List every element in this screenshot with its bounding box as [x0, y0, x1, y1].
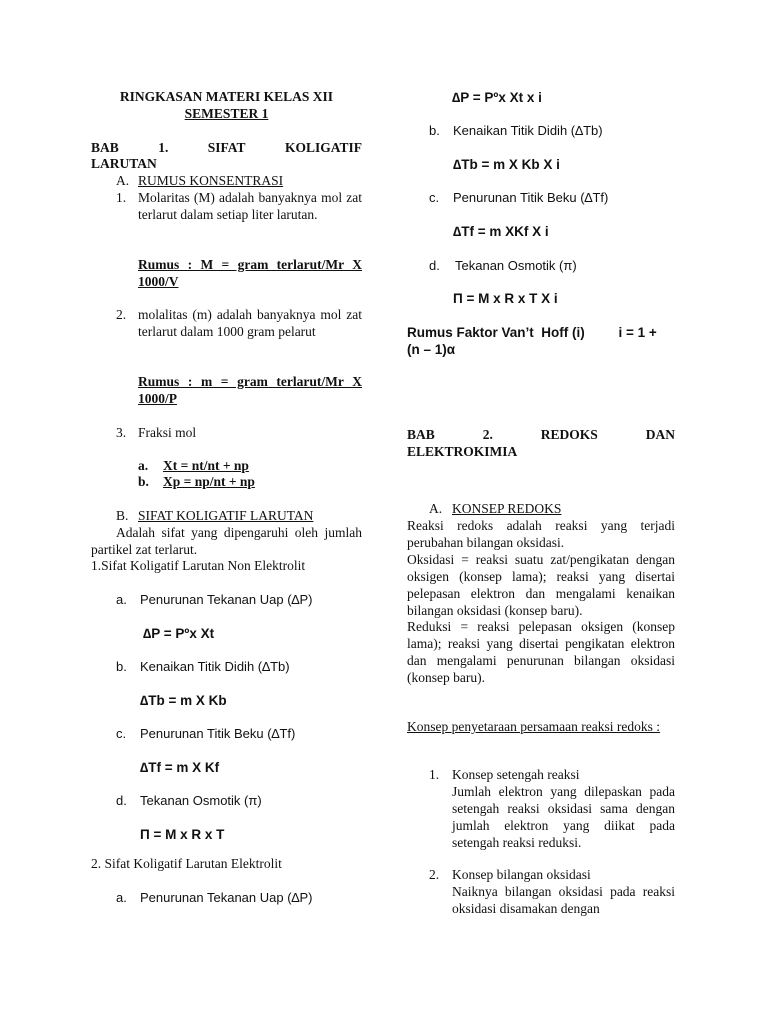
sec-b-title: SIFAT KOLIGATIF LARUTAN	[138, 508, 314, 523]
penyetaraan-heading: Konsep penyetaraan persamaan reaksi redoks :	[407, 719, 661, 734]
item3-a-formula: Xt = nt/nt + np	[163, 458, 249, 473]
item3-b-formula: Xp = np/nt + np	[163, 474, 255, 489]
item2-number: 2.	[116, 307, 127, 322]
el-c-marker: c.	[429, 190, 440, 205]
el-a-formula: ∆P = Pºx Xt x i	[452, 90, 542, 105]
bab1-heading-line2: LARUTAN	[91, 156, 157, 171]
ne-b-formula: ∆Tb = m X Kb	[140, 693, 227, 708]
ne-d-marker: d.	[116, 793, 127, 808]
ne-d-text: Tekanan Osmotik (π)	[140, 793, 262, 808]
el-a-marker: a.	[116, 890, 127, 905]
k1-number: 1.	[429, 767, 440, 782]
el-d-marker: d.	[429, 258, 440, 273]
item1-formula: Rumus : M = gram terlarut/Mr X 1000/V	[138, 257, 362, 289]
oksidasi-definition: Oksidasi = reaksi suatu zat/pengikatan dengan oksigen (konsep lama); reaksi yang disertai pelepasan elektron dan mengalami kenaikan bilangan oksidasi (konsep baru).	[407, 552, 675, 618]
ne-c-marker: c.	[116, 726, 127, 741]
vanthoff-line-1: Rumus Faktor Van’t Hoff (i) i = 1 +	[407, 325, 657, 340]
reduksi-definition: Reduksi = reaksi pelepasan oksigen (konsep lama); reaksi yang disertai pengikatan elektron dan mengalami penurunan bilangan oksidasi (konsep baru).	[407, 619, 675, 685]
item3-a-marker: a.	[138, 458, 149, 473]
sec-a2-title: KONSEP REDOKS	[452, 501, 562, 516]
bab2-heading-line2: ELEKTROKIMIA	[407, 444, 518, 459]
sec-a-title: RUMUS KONSENTRASI	[138, 173, 284, 188]
item2-formula: Rumus : m = gram terlarut/Mr X 1000/P	[138, 374, 362, 406]
sec-a-marker: A.	[116, 173, 130, 188]
ne-b-marker: b.	[116, 659, 127, 674]
el-c-formula: ∆Tf = m XKf X i	[453, 224, 549, 239]
sec-b-text: Adalah sifat yang dipengaruhi oleh jumlah partikel zat terlarut.	[91, 525, 362, 557]
el-b-text: Kenaikan Titik Didih (∆Tb)	[453, 123, 603, 138]
bab1-heading: BAB 1. SIFAT KOLIGATIF	[91, 140, 362, 155]
ne-d-formula: Π = M x R x T	[140, 827, 225, 842]
item3-number: 3.	[116, 425, 127, 440]
elektrolit-heading: 2. Sifat Koligatif Larutan Elektrolit	[91, 856, 282, 871]
k2-title: Konsep bilangan oksidasi	[452, 867, 591, 882]
k2-number: 2.	[429, 867, 440, 882]
item1-number: 1.	[116, 190, 127, 205]
title-line-1: RINGKASAN MATERI KELAS XII	[119, 89, 334, 104]
vanthoff-line-2: (n – 1)α	[407, 342, 456, 357]
el-a-text: Penurunan Tekanan Uap (∆P)	[140, 890, 313, 905]
k1-title: Konsep setengah reaksi	[452, 767, 580, 782]
el-b-marker: b.	[429, 123, 440, 138]
k2-text: Naiknya bilangan oksidasi pada reaksi oksidasi disamakan dengan	[452, 884, 675, 916]
title-line-2: SEMESTER 1	[184, 106, 269, 121]
ne-c-text: Penurunan Titik Beku (∆Tf)	[140, 726, 296, 741]
item3-text: Fraksi mol	[138, 425, 197, 440]
ne-b-text: Kenaikan Titik Didih (∆Tb)	[140, 659, 290, 674]
item3-b-marker: b.	[138, 474, 149, 489]
el-d-text: Tekanan Osmotik (π)	[455, 258, 577, 273]
redoks-definition: Reaksi redoks adalah reaksi yang terjadi perubahan bilangan oksidasi.	[407, 518, 675, 550]
ne-a-marker: a.	[116, 592, 127, 607]
ne-c-formula: ∆Tf = m X Kf	[140, 760, 220, 775]
sec-a2-marker: A.	[429, 501, 443, 516]
item2-text: molalitas (m) adalah banyaknya mol zat terlarut dalam 1000 gram pelarut	[138, 307, 362, 339]
non-elektrolit-heading: 1.Sifat Koligatif Larutan Non Elektrolit	[91, 558, 306, 573]
bab2-heading: BAB 2. REDOKS DAN	[407, 427, 675, 442]
ne-a-formula: ∆P = Pºx Xt	[143, 626, 215, 641]
el-b-formula: ∆Tb = m X Kb X i	[453, 157, 560, 172]
item1-text: Molaritas (M) adalah banyaknya mol zat terlarut dalam setiap liter larutan.	[138, 190, 362, 222]
el-d-formula: Π = M x R x T X i	[453, 291, 558, 306]
sec-b-marker: B.	[116, 508, 129, 523]
k1-text: Jumlah elektron yang dilepaskan pada setengah reaksi oksidasi sama dengan jumlah elektron yang diikat pada setengah reaksi reduksi.	[452, 784, 675, 850]
el-c-text: Penurunan Titik Beku (∆Tf)	[453, 190, 609, 205]
ne-a-text: Penurunan Tekanan Uap (∆P)	[140, 592, 313, 607]
